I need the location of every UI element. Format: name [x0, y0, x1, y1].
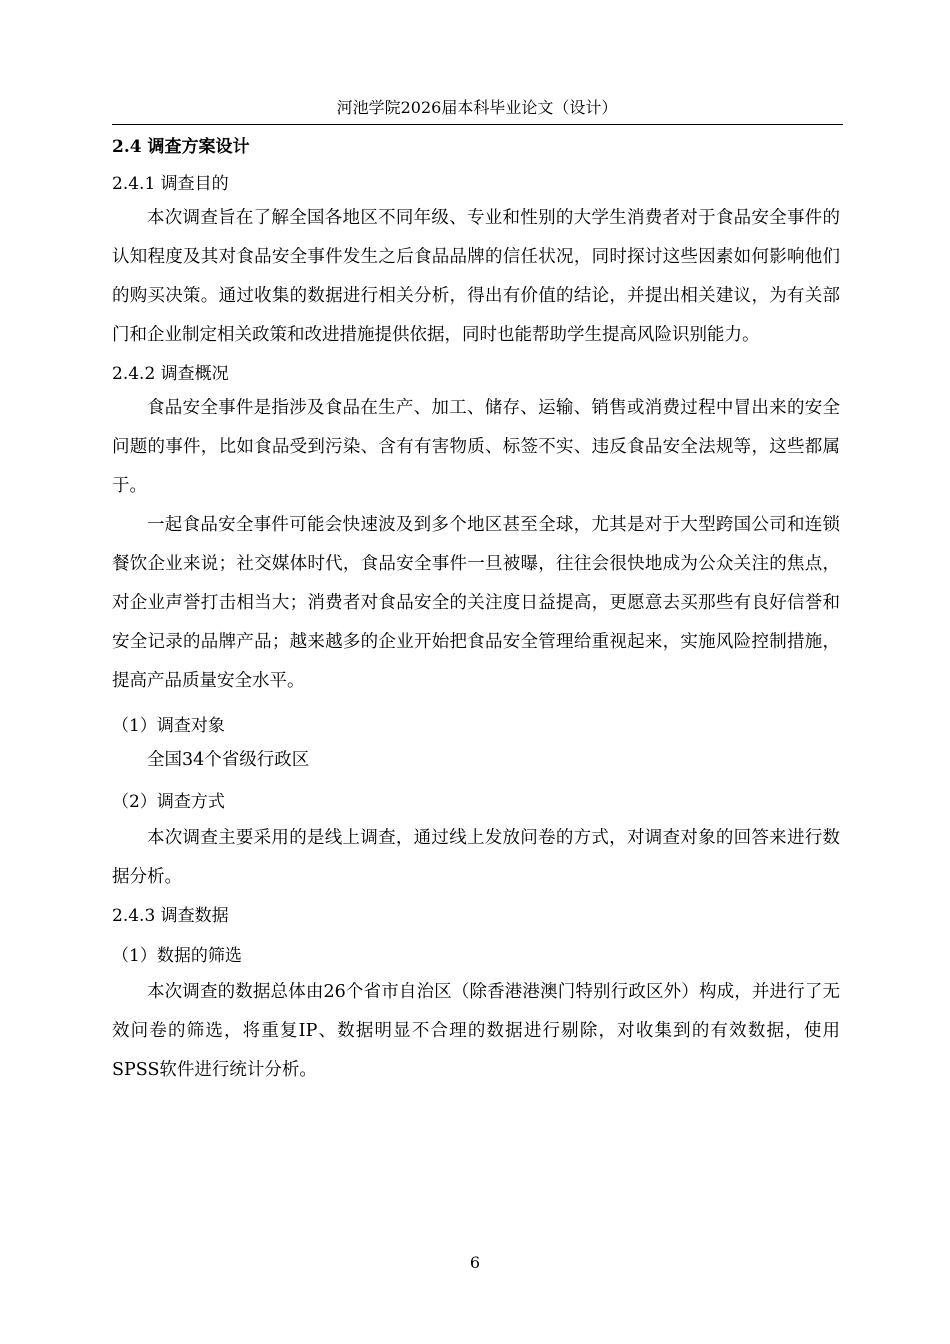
list-item-label-survey-object: （1）调查对象: [112, 716, 225, 736]
paragraph-food-safety-impact: 一起食品安全事件可能会快速波及到多个地区甚至全球，尤其是对于大型跨国公司和连锁餐饮企业来说；社交媒体时代，食品安全事件一旦被曝，往往会很快地成为公众关注的焦点，对企业声誉打击相当大；消费者对食品安全的关注度日益提高，更愿意去买那些有良好信誉和安全记录的品牌产品；越来越多的企业开始把食品安全管理给重视起来，实施风险控制措施，提高产品质量安全水平。: [112, 515, 840, 691]
paragraph-survey-purpose: 本次调查旨在了解全国各地区不同年级、专业和性别的大学生消费者对于食品安全事件的认知程度及其对食品安全事件发生之后食品品牌的信任状况，同时探讨这些因素如何影响他们的购买决策。通过收集的数据进行相关分析，得出有价值的结论，并提出相关建议，为有关部门和企业制定相关政策和改进措施提供依据，同时也能帮助学生提高风险识别能力。: [112, 208, 840, 345]
paragraph-food-safety-definition: 食品安全事件是指涉及食品在生产、加工、储存、运输、销售或消费过程中冒出来的安全问题的事件，比如食品受到污染、含有有害物质、标签不实、违反食品安全法规等，这些都属于。: [112, 398, 840, 496]
section-heading-2-4-2: 2.4.2 调查概况: [112, 364, 229, 384]
section-heading-2-4-1: 2.4.1 调查目的: [112, 174, 229, 194]
paragraph-survey-object: 全国34个省级行政区: [147, 750, 310, 770]
section-heading-2-4: 2.4 调查方案设计: [112, 137, 250, 157]
section-heading-2-4-3: 2.4.3 调查数据: [112, 906, 229, 926]
header-divider: [112, 124, 843, 125]
page-number: 6: [469, 1253, 481, 1272]
list-item-label-data-screening: （1）数据的筛选: [112, 946, 242, 966]
paragraph-survey-method: 本次调查主要采用的是线上调查，通过线上发放问卷的方式，对调查对象的回答来进行数据分析。: [112, 828, 840, 887]
paragraph-data-screening: 本次调查的数据总体由26个省市自治区（除香港港澳门特别行政区外）构成，并进行了无效问卷的筛选，将重复IP、数据明显不合理的数据进行剔除，对收集到的有效数据，使用SPSS软件进行统计分析。: [112, 982, 840, 1080]
running-header: 河池学院2026届本科毕业论文（设计）: [336, 98, 618, 117]
list-item-label-survey-method: （2）调查方式: [112, 792, 225, 812]
document-body: [112, 132, 840, 1090]
